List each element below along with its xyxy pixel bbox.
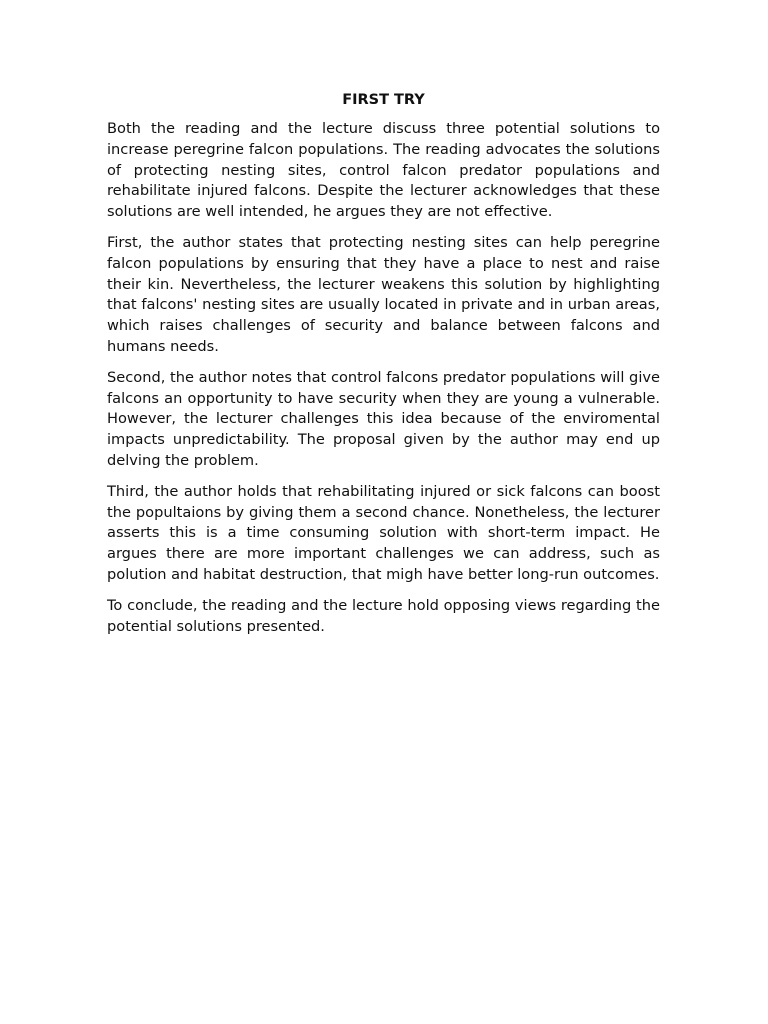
paragraph-first-point: First, the author states that protecting nesting sites can help peregrine falcon populations by ensuring that they have a place to nest and raise their kin. Nevertheless, the lecturer weakens this solution by highlighting that falcons' nesting sites are usually located in private and in urban areas, which raises challenges of security and balance between falcons and humans needs. [107,233,660,355]
document-page [107,88,660,647]
paragraph-introduction: Both the reading and the lecture discuss three potential solutions to increase peregrine falcon populations. The reading advocates the solutions of protecting nesting sites, control falcon predator populations and rehabilitate injured falcons. Despite the lecturer acknowledges that these solutions are well intended, he argues they are not effective. [107,120,660,221]
paragraph-second-point: Second, the author notes that control falcons predator populations will give falcons an opportunity to have security when they are young a vulnerable. However, the lecturer challenges this idea because of the enviromental impacts unpredictability. The proposal given by the author may end up delving the problem. [107,368,660,469]
paragraph-third-point: Third, the author holds that rehabilitating injured or sick falcons can boost the popultaions by giving them a second chance. Nonetheless, the lecturer asserts this is a time consuming solution with short-term impact. He argues there are more important challenges we can address, such as polution and habitat destruction, that migh have better long-run outcomes. [107,482,660,583]
document-title: FIRST TRY [342,92,425,108]
paragraph-conclusion: To conclude, the reading and the lecture hold opposing views regarding the potential solutions presented. [107,596,660,635]
